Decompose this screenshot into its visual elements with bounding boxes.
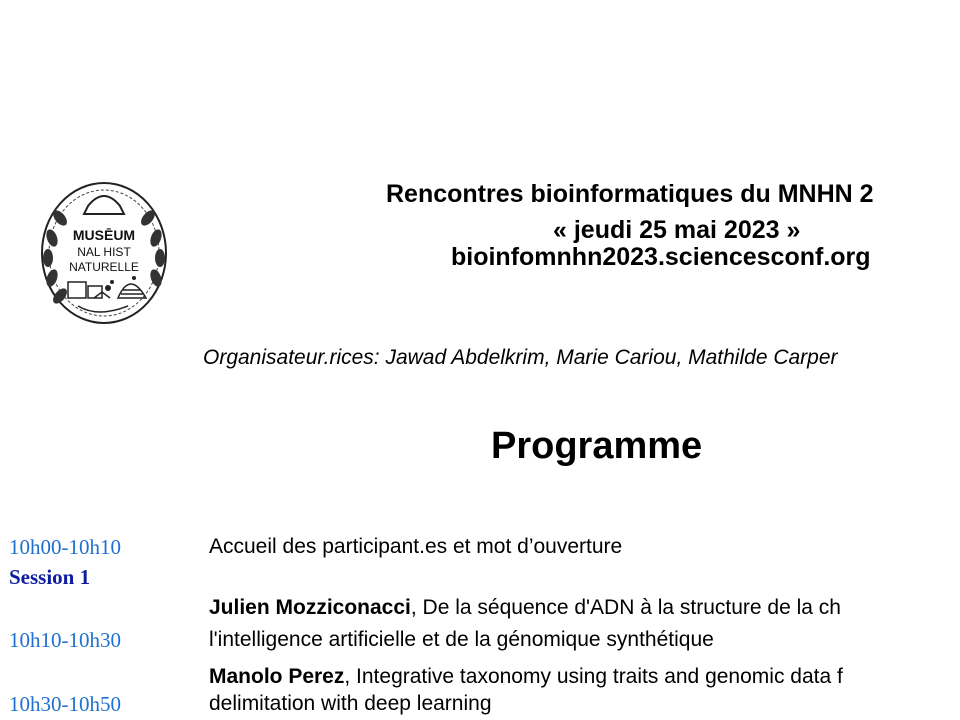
logo-text-3: NATURELLE	[69, 260, 139, 274]
conference-website[interactable]: bioinfomnhn2023.sciencesconf.org	[451, 243, 871, 271]
talk-title-line-1	[209, 596, 841, 620]
schedule-time: 10h00-10h10	[9, 535, 121, 559]
talk-title-part: , Integrative taxonomy using traits and genomic data f	[344, 665, 843, 688]
museum-seal-icon	[38, 178, 170, 328]
organisers-line: Organisateur.rices: Jawad Abdelkrim, Marie Cariou, Mathilde Carper	[203, 346, 838, 369]
talk-title-line-2: delimitation with deep learning	[209, 692, 492, 715]
logo-text-1: MUSĒUM	[72, 227, 136, 243]
talk-title-line-1	[209, 665, 843, 689]
schedule-time: 10h30-10h50	[9, 692, 121, 716]
speaker-name: Manolo Perez	[209, 665, 345, 688]
speaker-name: Julien Mozziconacci	[209, 596, 411, 619]
talk-title-part: , De la séquence d'ADN à la structure de la ch	[410, 596, 841, 619]
conference-title: Rencontres bioinformatiques du MNHN 2	[386, 180, 874, 208]
session-label: Session 1	[9, 565, 91, 589]
schedule-time: 10h10-10h30	[9, 628, 121, 652]
programme-title: Programme	[491, 425, 703, 467]
conference-date: « jeudi 25 mai 2023 »	[553, 216, 801, 244]
schedule-description: Accueil des participant.es et mot d’ouverture	[209, 535, 623, 558]
museum-logo	[38, 178, 170, 328]
talk-title-line-2: l'intelligence artificielle et de la génomique synthétique	[209, 628, 714, 651]
logo-text-2: NAL HIST	[77, 245, 131, 259]
